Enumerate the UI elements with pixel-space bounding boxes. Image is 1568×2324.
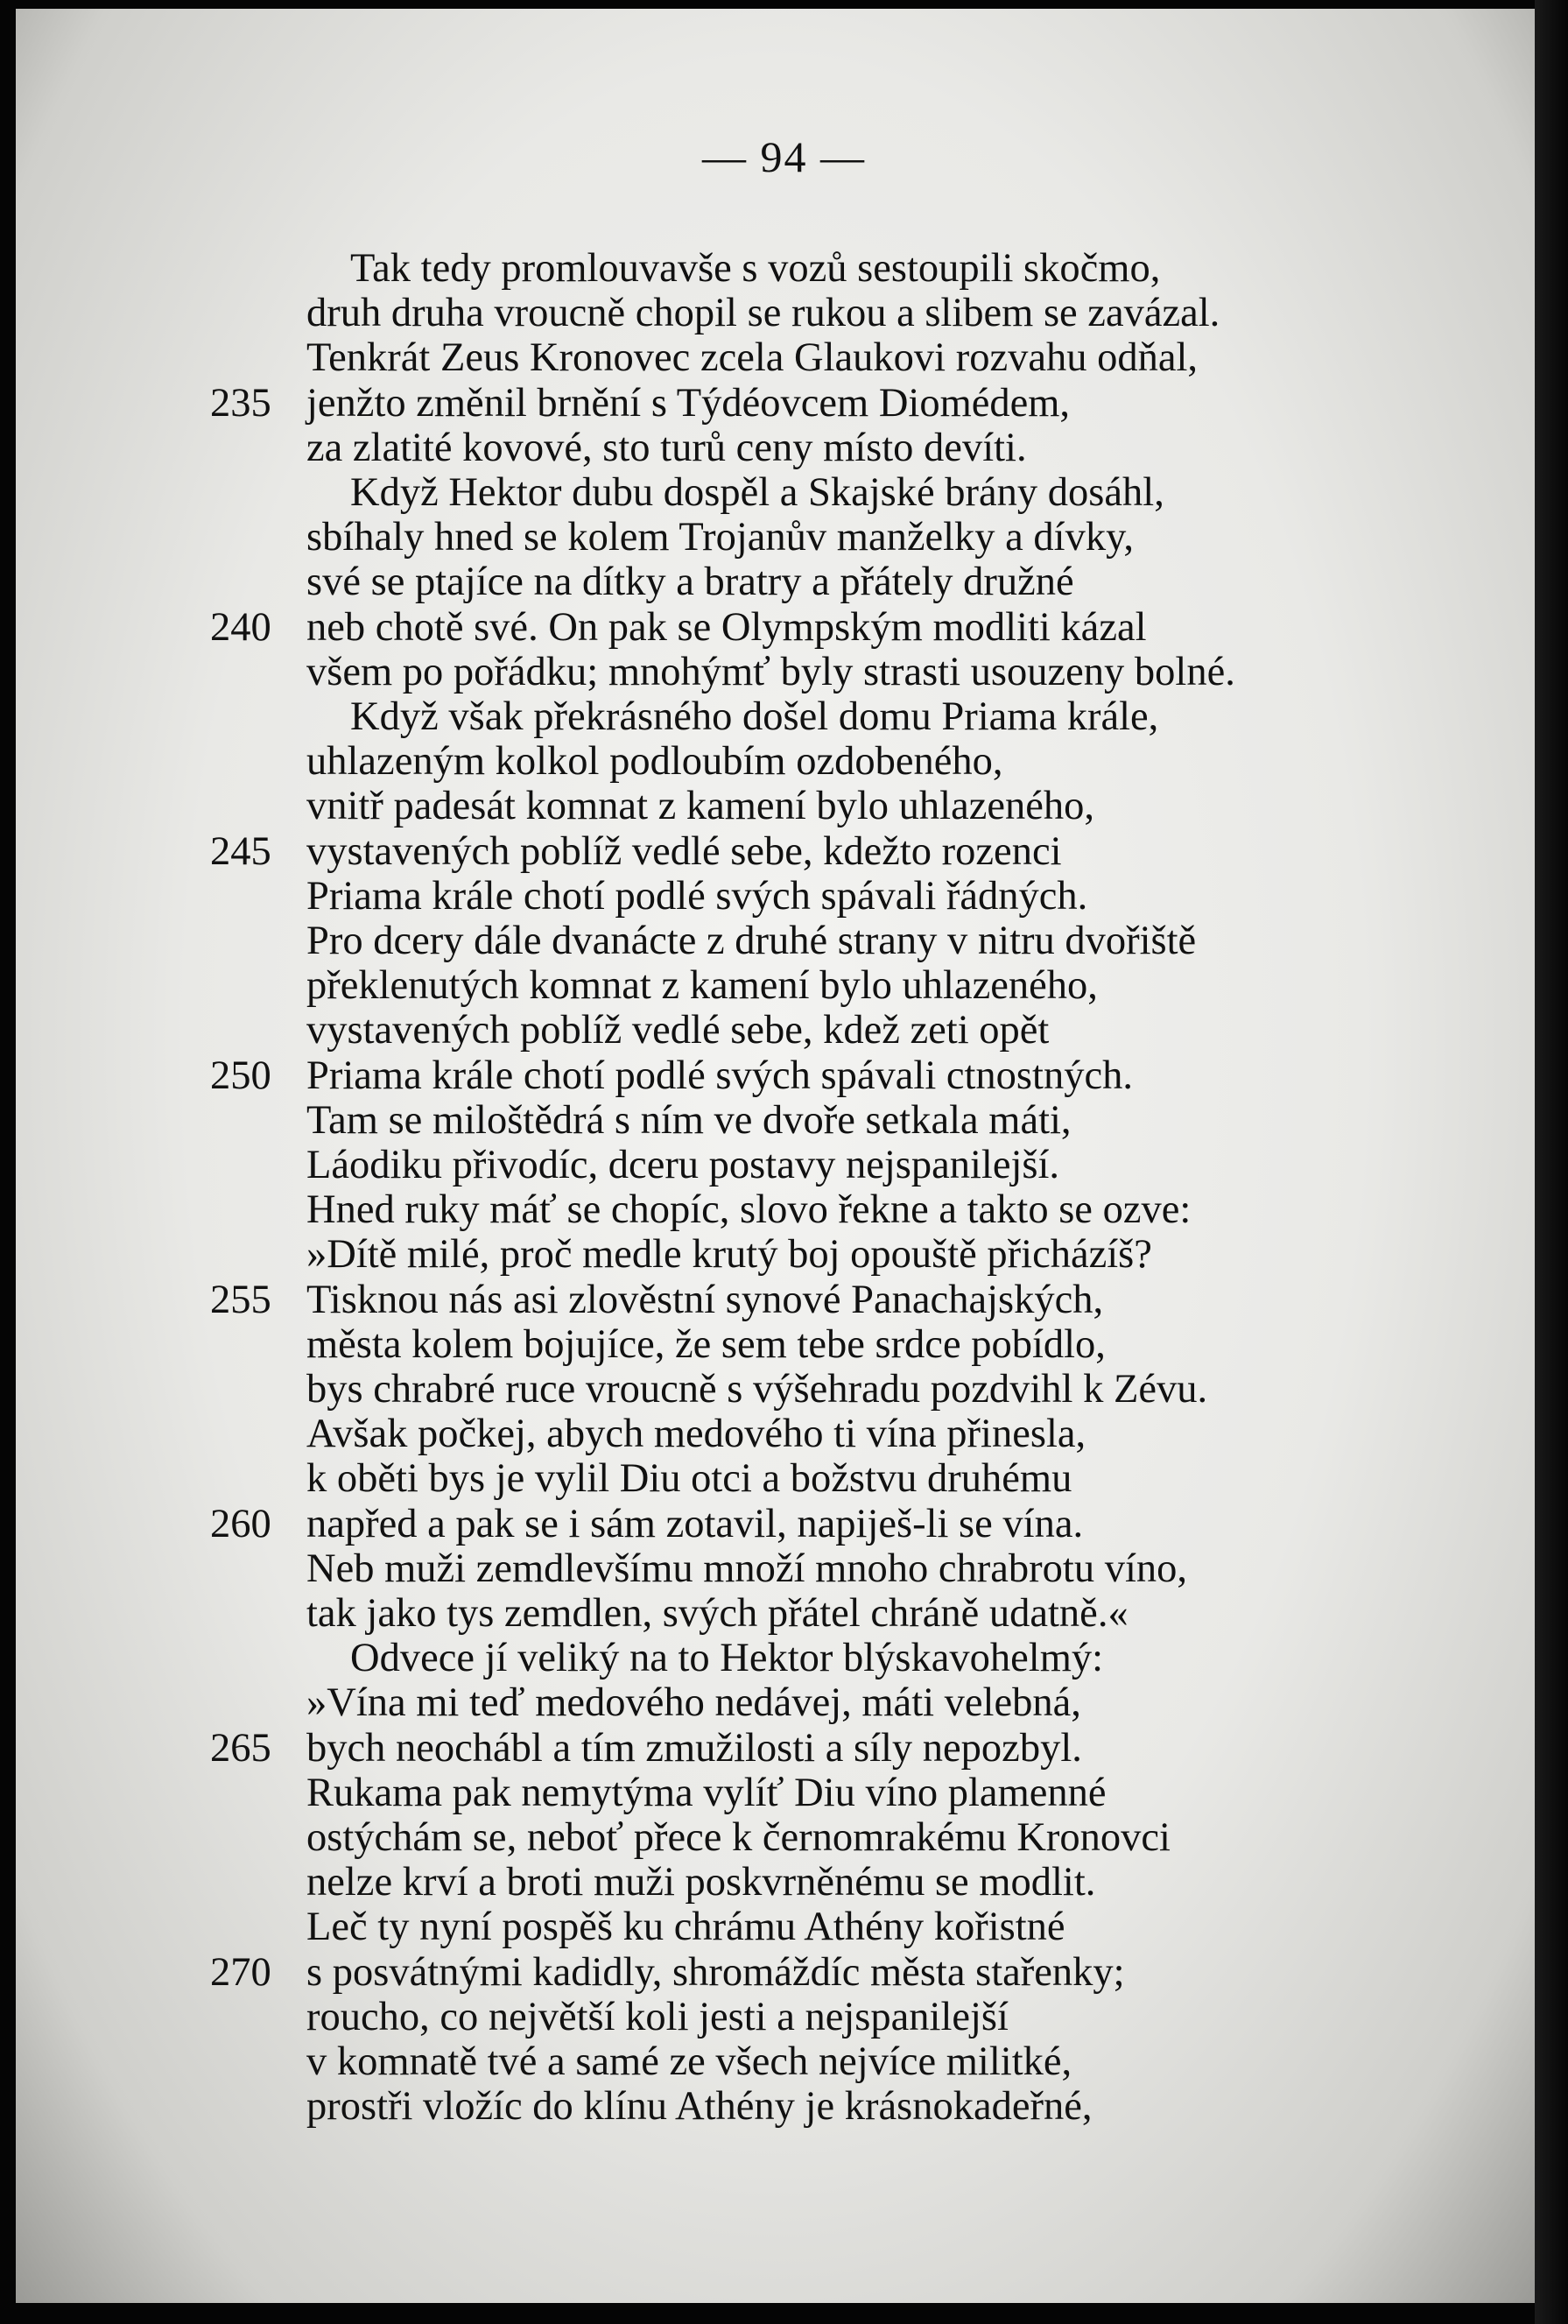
verse-text: sbíhaly hned se kolem Trojanův manželky a dívky, [306, 515, 1134, 560]
verse-line [0, 1994, 1568, 2039]
verse-text: Tenkrát Zeus Kronovec zcela Glaukovi rozvahu odňal, [306, 335, 1199, 381]
verse-text: bych neochábl a tím zmužilosti a síly nepozbyl. [306, 1725, 1082, 1771]
verse-line [0, 918, 1568, 963]
verse-text: vnitř padesát komnat z kamení bylo uhlazeného, [306, 784, 1095, 829]
verse-text: druh druha vroucně chopil se rukou a slibem se zavázal. [306, 291, 1220, 336]
verse-text: roucho, co největší koli jesti a nejspanilejší [306, 1994, 1009, 2039]
verse-line [0, 1770, 1568, 1815]
verse-line [0, 962, 1568, 1008]
verse-line [0, 1590, 1568, 1636]
verse-text: vystavených poblíž vedlé sebe, kdež zeti opět [306, 1008, 1050, 1053]
verse-text: své se ptajíce na dítky a bratry a přátely družné [306, 560, 1074, 605]
verse-text: Neb muži zemdlevšímu množí mnoho chrabrotu víno, [306, 1546, 1187, 1591]
verse-text: tak jako tys zemdlen, svých přátel chráně udatně.« [306, 1591, 1129, 1636]
verse-line [0, 1501, 1568, 1546]
verse-text: Rukama pak nemytýma vylíť Diu víno plamenné [306, 1770, 1107, 1815]
verse-text: s posvátnými kadidly, shromáždíc města stařenky; [306, 1949, 1125, 1995]
verse-text: »Vína mi teď medového nedávej, máti velebná, [306, 1680, 1081, 1726]
verse-line [0, 1635, 1568, 1680]
verse-text: »Dítě milé, proč medle krutý boj opouště přicházíš? [306, 1232, 1152, 1278]
verse-text: neb chotě své. On pak se Olympským modliti kázal [306, 604, 1147, 650]
page-number: — 94 — [702, 132, 866, 181]
verse-line [0, 1231, 1568, 1277]
verse-text: Priama krále chotí podlé svých spávali řádných. [306, 873, 1088, 919]
verse-line [0, 559, 1568, 604]
verse-text: Tak tedy promlouvavše s vozů sestoupili skočmo, [350, 246, 1161, 291]
verse-text: Když Hektor dubu dospěl a Skajské brány dosáhl, [350, 470, 1164, 515]
verse-line [0, 873, 1568, 919]
verse-text: Odvece jí veliký na to Hektor blýskavohelmý: [350, 1636, 1104, 1681]
verse-line [0, 1455, 1568, 1501]
verse-line [0, 1321, 1568, 1367]
verse-line [0, 604, 1568, 650]
line-number: 255 [210, 1277, 271, 1322]
verse-text: Když však překrásného došel domu Priama krále, [350, 694, 1159, 739]
verse-line [0, 514, 1568, 560]
line-number: 235 [210, 380, 271, 426]
verse-line [0, 1725, 1568, 1771]
verse-line [0, 694, 1568, 739]
verse-line [0, 1859, 1568, 1905]
verse-text: k oběti bys je vylil Diu otci a božstvu druhému [306, 1456, 1072, 1502]
verse-text: Avšak počkej, abych medového ti vína přinesla, [306, 1412, 1086, 1457]
verse-line [0, 245, 1568, 291]
verse-text: v komnatě tvé a samé ze všech nejvíce militké, [306, 2039, 1072, 2084]
verse-line [0, 1680, 1568, 1725]
verse-line [0, 1366, 1568, 1412]
line-number: 245 [210, 828, 271, 874]
verse-text: Láodiku přivodíc, dceru postavy nejspanilejší. [306, 1143, 1060, 1187]
verse-text: bys chrabré ruce vroucně s výšehradu pozdvihl k Zévu. [306, 1367, 1208, 1412]
verse-line [0, 738, 1568, 784]
verse-line [0, 2083, 1568, 2129]
verse-line [0, 2039, 1568, 2084]
verse-text: Leč ty nyní pospěš ku chrámu Athény kořistné [306, 1905, 1065, 1950]
verse-line [0, 469, 1568, 515]
verse-line [0, 1142, 1568, 1187]
verse-line [0, 290, 1568, 335]
verse-text: Pro dcery dále dvanácte z druhé strany v nitru dvořiště [306, 919, 1197, 963]
verse-line [0, 783, 1568, 828]
line-number: 260 [210, 1501, 271, 1546]
line-number: 265 [210, 1725, 271, 1771]
verse-text: Hned ruky máť se chopíc, slovo řekne a takto se ozve: [306, 1187, 1192, 1233]
verse-text: města kolem bojujíce, že sem tebe srdce pobídlo, [306, 1321, 1106, 1367]
verse-text: za zlatité kovové, sto turů ceny místo devíti. [306, 425, 1027, 470]
verse-line [0, 649, 1568, 694]
verse-line [0, 1814, 1568, 1860]
verse-line [0, 1007, 1568, 1053]
line-number: 270 [210, 1949, 271, 1995]
verse-line [0, 1187, 1568, 1232]
verse-text: jenžto změnil brnění s Týdéovcem Diomédem, [306, 380, 1071, 426]
verse-text: uhlazeným kolkol podloubím ozdobeného, [306, 739, 1003, 785]
verse-text: vystavených poblíž vedlé sebe, kdežto rozenci [306, 828, 1062, 874]
verse-text: Priama krále chotí podlé svých spávali ctnostných. [306, 1053, 1133, 1098]
verse-text: prostři vložíc do klínu Athény je krásnokadeřné, [306, 2084, 1093, 2130]
verse-line [0, 335, 1568, 380]
verse-text: ostýchám se, neboť přece k černomrakému Kronovci [306, 1815, 1171, 1860]
verse-text: překlenutých komnat z kamení bylo uhlazeného, [306, 963, 1098, 1009]
verse-text: Tam se miloštědrá s ním ve dvoře setkala máti, [306, 1097, 1072, 1143]
verse-line [0, 1949, 1568, 1995]
verse-text: napřed a pak se i sám zotavil, napiješ-li se vína. [306, 1501, 1084, 1546]
verse-line [0, 1546, 1568, 1591]
line-number: 250 [210, 1053, 271, 1098]
verse-line [0, 1277, 1568, 1322]
verse-line [0, 828, 1568, 874]
verse-line [0, 425, 1568, 470]
verse-line [0, 1097, 1568, 1143]
verse-line [0, 380, 1568, 426]
verse-text: všem po pořádku; mnohýmť byly strasti usouzeny bolné. [306, 649, 1235, 694]
verse-line [0, 1411, 1568, 1456]
verse-line [0, 1053, 1568, 1098]
verse-text: nelze krví a broti muži poskvrněnému se modlit. [306, 1860, 1096, 1905]
line-number: 240 [210, 604, 271, 650]
verse-text: Tisknou nás asi zlověstní synové Panachajských, [306, 1277, 1104, 1322]
verse-line [0, 1904, 1568, 1949]
